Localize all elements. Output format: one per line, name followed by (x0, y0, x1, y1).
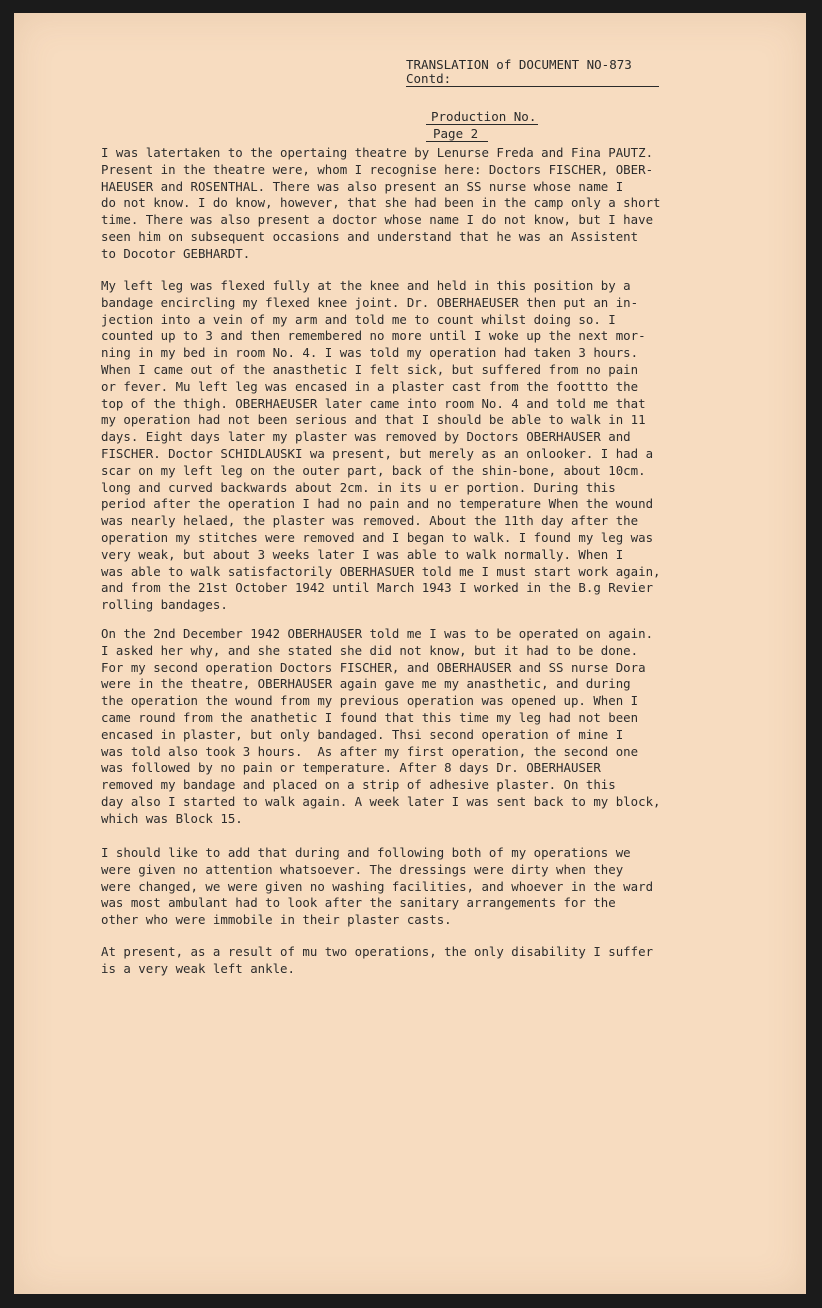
text-line: I should like to add that during and following both of my operations we (101, 845, 631, 860)
text-line: was able to walk satisfactorily OBERHASUER told me I must start work again, (101, 563, 661, 579)
text-line: is a very weak left ankle. (101, 960, 295, 976)
text-line: FISCHER. Doctor SCHIDLAUSKI wa present, but merely as an onlooker. I had a (101, 445, 654, 461)
text-line: bandage encircling my flexed knee joint. Dr. OBERHAEUSER then put an in- (101, 294, 639, 310)
text-line: On the 2nd December 1942 OBERHAUSER told me I was to be operated on again. (101, 626, 654, 641)
paragraph-5 (101, 944, 721, 978)
paragraph-2 (101, 278, 721, 614)
document-title: TRANSLATION of DOCUMENT NO-873 (406, 57, 632, 72)
text-line: other who were immobile in their plaster casts. (101, 912, 452, 928)
text-line: counted up to 3 and then remembered no more until I woke up the next mor- (101, 328, 646, 344)
text-line: At present, as a result of mu two operations, the only disability I suffer (101, 944, 654, 959)
text-line: period after the operation I had no pain and no temperature When the wound (101, 496, 654, 512)
document-page (14, 13, 806, 1294)
text-line: When I came out of the anasthetic I felt sick, but suffered from no pain (101, 361, 639, 377)
text-line: I asked her why, and she stated she did not know, but it had to be done. (101, 642, 639, 658)
text-line: HAEUSER and ROSENTHAL. There was also present an SS nurse whose name I (101, 178, 624, 194)
page-number: Page 2 (433, 126, 479, 141)
text-line: operation my stitches were removed and I began to walk. I found my leg was (101, 529, 654, 545)
text-line: came round from the anathetic I found that this time my leg had not been (101, 709, 639, 725)
text-line: was told also took 3 hours. As after my first operation, the second one (101, 743, 639, 759)
text-line: removed my bandage and placed on a strip of adhesive plaster. On this (101, 777, 616, 793)
text-line: was followed by no pain or temperature. After 8 days Dr. OBERHAUSER (101, 760, 601, 776)
text-line: very weak, but about 3 weeks later I was able to walk normally. When I (101, 546, 624, 562)
text-line: do not know. I do know, however, that she had been in the camp only a short (101, 195, 661, 211)
text-line: jection into a vein of my arm and told me to count whilst doing so. I (101, 311, 616, 327)
text-line: ning in my bed in room No. 4. I was told my operation had taken 3 hours. (101, 345, 639, 361)
text-line: was nearly helaed, the plaster was removed. About the 11th day after the (101, 513, 639, 529)
text-line: I was latertaken to the opertaing theatre by Lenurse Freda and Fina PAUTZ. (101, 145, 654, 160)
production-number: Production No. (431, 109, 537, 124)
text-line: top of the thigh. OBERHAEUSER later came into room No. 4 and told me that (101, 395, 646, 411)
text-line: long and curved backwards about 2cm. in its u er portion. During this (101, 479, 616, 495)
text-line: were changed, we were given no washing facilities, and whoever in the ward (101, 878, 654, 894)
text-line: Present in the theatre were, whom I recognise here: Doctors FISCHER, OBER- (101, 161, 654, 177)
text-line: or fever. Mu left leg was encased in a plaster cast from the foottto the (101, 378, 639, 394)
text-line: seen him on subsequent occasions and understand that he was an Assistent (101, 228, 639, 244)
text-line: days. Eight days later my plaster was removed by Doctors OBERHAUSER and (101, 429, 631, 445)
text-line: For my second operation Doctors FISCHER, and OBERHAUSER and SS nurse Dora (101, 659, 646, 675)
text-line: rolling bandages. (101, 597, 228, 613)
text-line: were given no attention whatsoever. The dressings were dirty when they (101, 861, 624, 877)
text-line: was most ambulant had to look after the sanitary arrangements for the (101, 895, 616, 911)
text-line: to Docotor GEBHARDT. (101, 245, 251, 261)
page-underline (426, 141, 488, 142)
paragraph-1 (101, 145, 721, 263)
text-line: day also I started to walk again. A week later I was sent back to my block, (101, 793, 661, 809)
text-line: My left leg was flexed fully at the knee and held in this position by a (101, 278, 631, 293)
production-underline (426, 124, 538, 125)
continued-label: Contd: (406, 71, 452, 86)
paragraph-3 (101, 626, 721, 828)
text-line: were in the theatre, OBERHAUSER again gave me my anasthetic, and during (101, 676, 631, 692)
text-line: my operation had not been serious and that I should be able to walk in 11 (101, 412, 646, 428)
paragraph-4 (101, 845, 721, 929)
text-line: time. There was also present a doctor whose name I do not know, but I have (101, 212, 654, 228)
text-line: and from the 21st October 1942 until March 1943 I worked in the B.g Revier (101, 580, 654, 596)
text-line: encased in plaster, but only bandaged. Thsi second operation of mine I (101, 726, 624, 742)
text-line: which was Block 15. (101, 810, 243, 826)
text-line: scar on my left leg on the outer part, back of the shin-bone, about 10cm. (101, 462, 646, 478)
text-line: the operation the wound from my previous operation was opened up. When I (101, 693, 639, 709)
header-underline (406, 86, 659, 87)
